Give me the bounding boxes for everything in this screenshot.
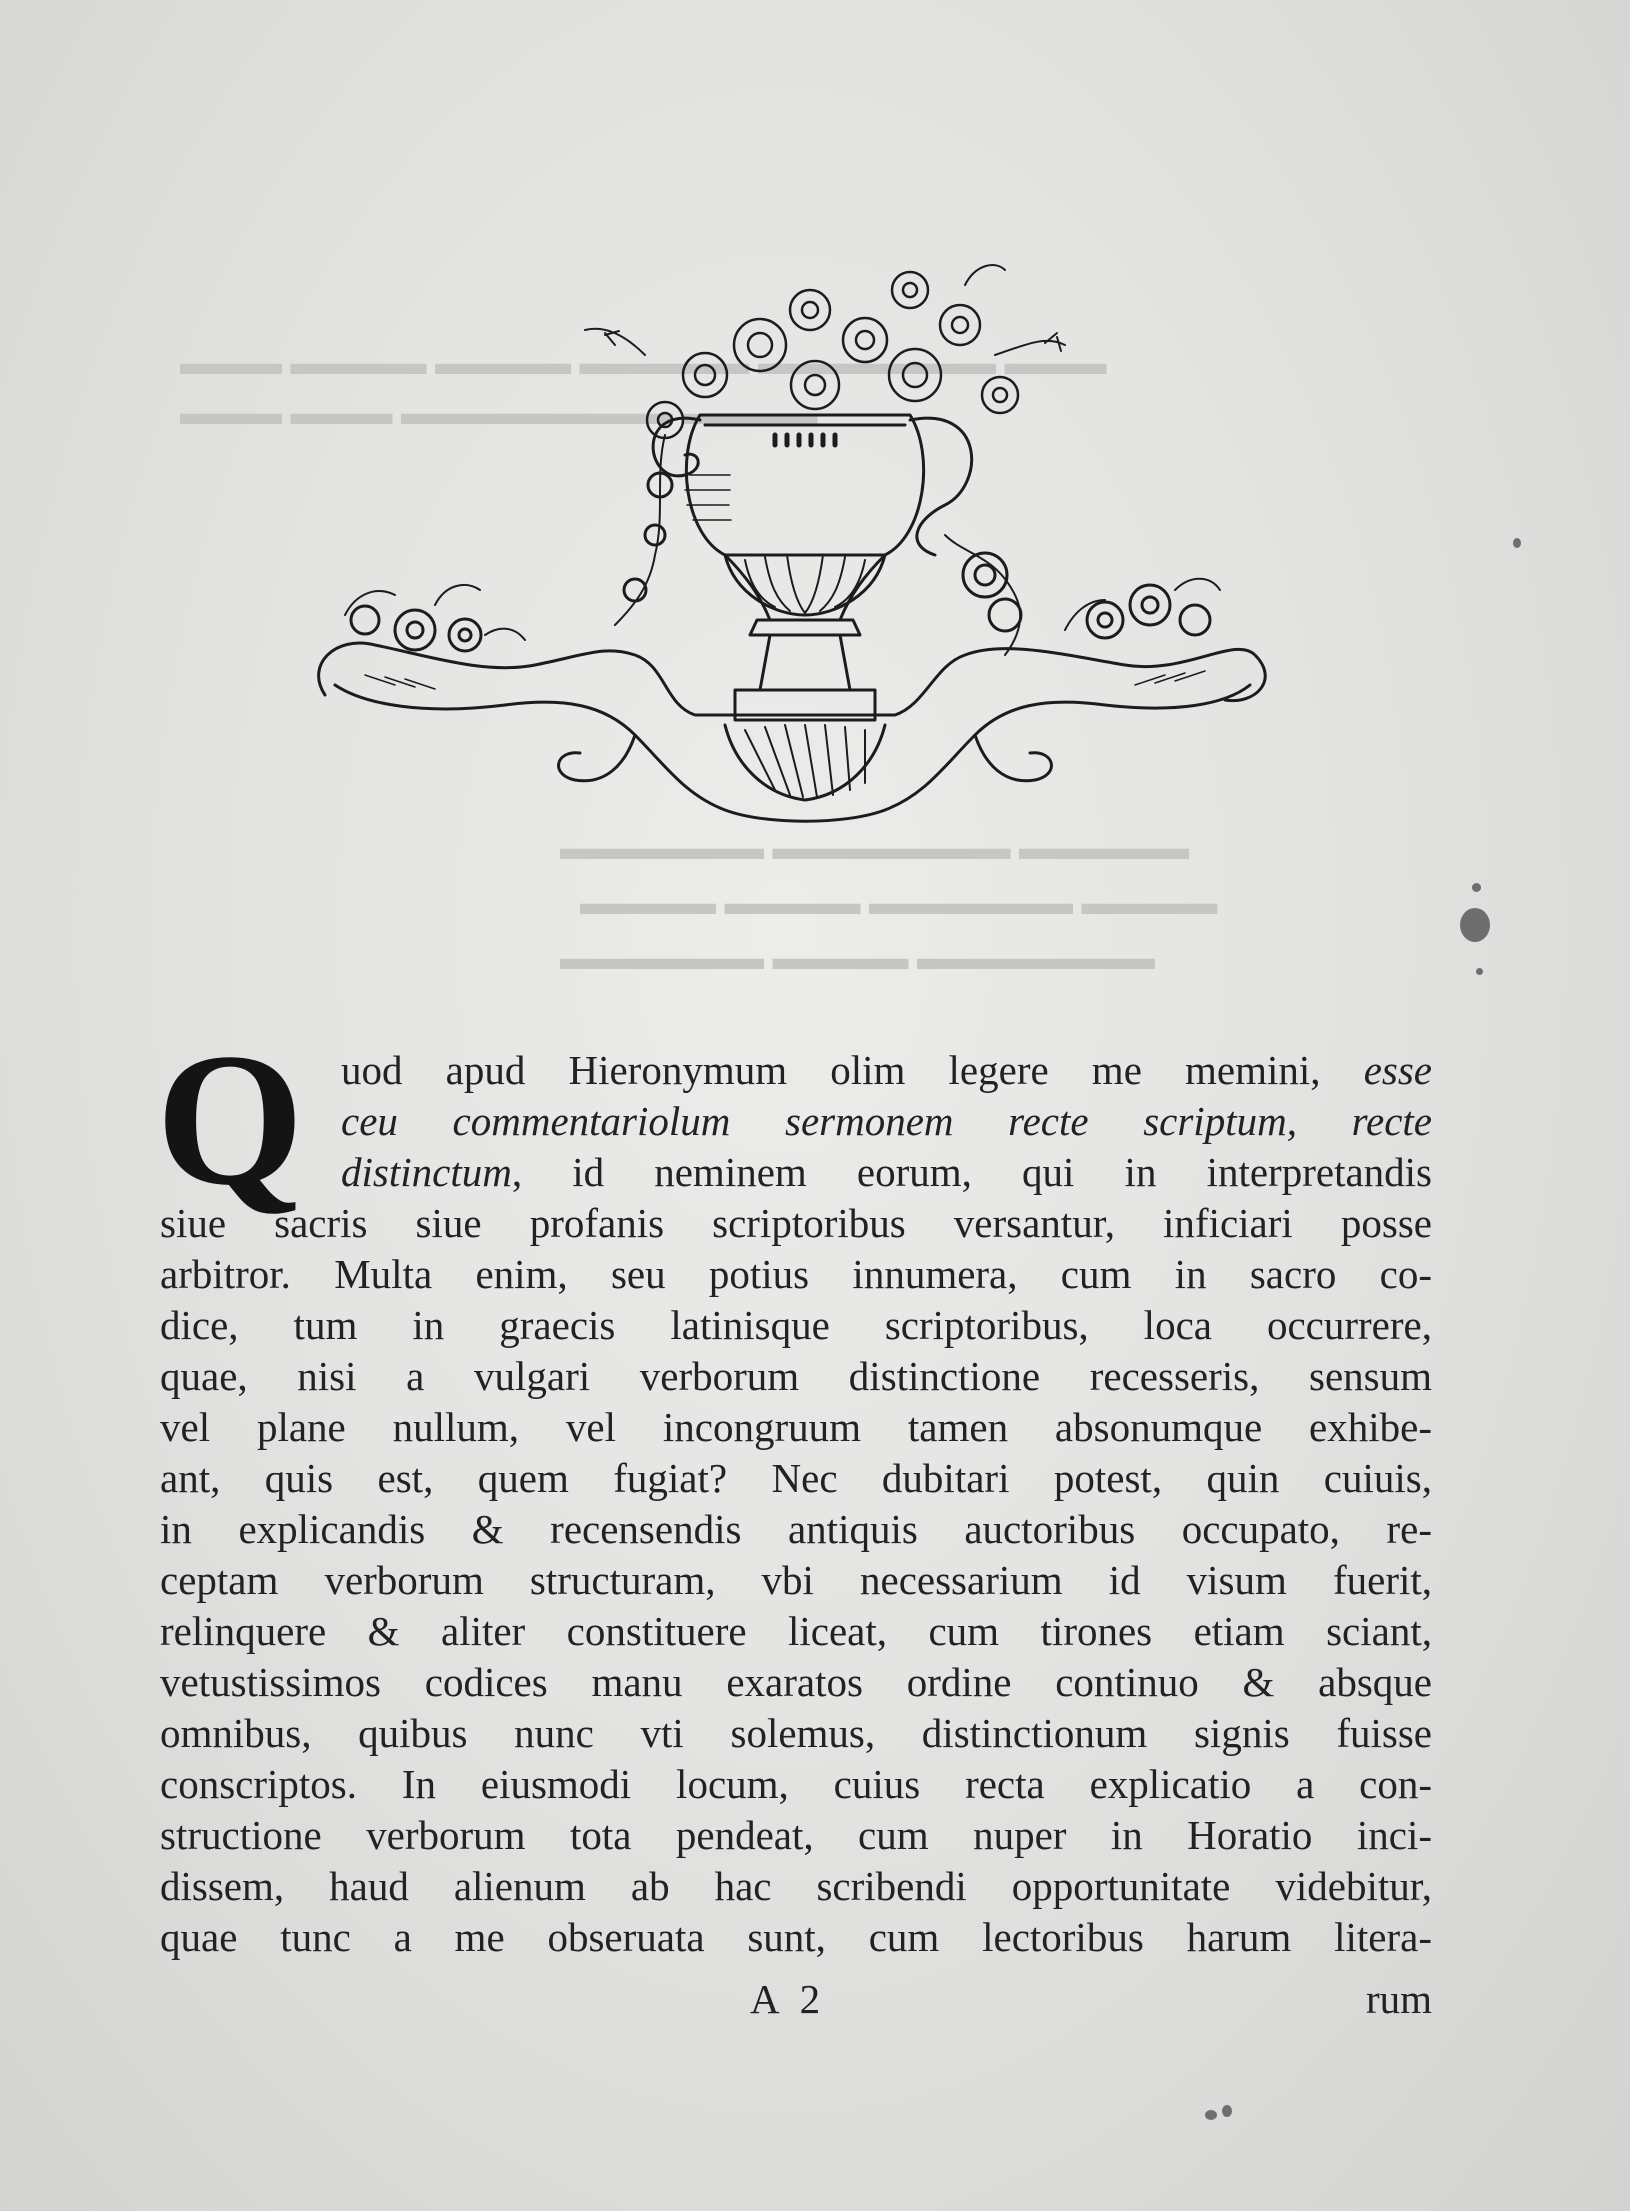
flower-urn-vignette	[305, 235, 1305, 835]
text-line: conscriptos. In eiusmodi locum, cuius recta explicatio a con-	[160, 1761, 1432, 1807]
show-through-bleed: ▬▬▬ ▬▬▬▬▬▬▬ ▬▬▬▬▬ ▬▬▬▬ ▬▬▬▬ ▬▬▬	[180, 345, 1107, 382]
show-through-bleed: ▬▬▬▬▬▬▬ ▬▬▬▬ ▬▬▬▬▬▬	[560, 940, 1155, 977]
signature-mark: A 2	[750, 1976, 827, 2022]
ink-spot	[1460, 908, 1490, 942]
text-line: relinquere & aliter constituere liceat, cum tirones etiam sciant,	[160, 1608, 1432, 1654]
catchword: rum	[1365, 1976, 1432, 2022]
text-line: omnibus, quibus nunc vti solemus, distinctionum signis fuisse	[160, 1710, 1432, 1756]
ink-spot	[1205, 2110, 1217, 2120]
text-line: ant, quis est, quem fugiat? Nec dubitari potest, quin cuiuis,	[160, 1455, 1432, 1501]
page-footer	[160, 1975, 1432, 2025]
ink-spot	[1513, 538, 1521, 548]
body-paragraph	[156, 1015, 1432, 1963]
text-line: arbitror. Multa enim, seu potius innumera, cum in sacro co-	[160, 1251, 1432, 1297]
text-line: ceu commentariolum sermonem recte scriptum, recte	[341, 1098, 1432, 1144]
text-line: uod apud Hieronymum olim legere me memini, esse	[341, 1047, 1432, 1093]
text-line: vetustissimos codices manu exaratos ordine continuo & absque	[160, 1659, 1432, 1705]
show-through-bleed: ▬▬▬▬ ▬▬▬▬▬▬▬▬ ▬▬▬ ▬▬▬	[180, 395, 818, 432]
text-line: distinctum, id neminem eorum, qui in interpretandis	[341, 1149, 1432, 1195]
ink-spot	[1472, 883, 1481, 892]
drop-cap: Q	[156, 1015, 304, 1225]
text-line: in explicandis & recensendis antiquis auctoribus occupato, re-	[160, 1506, 1432, 1552]
text-line: vel plane nullum, vel incongruum tamen absonumque exhibe-	[160, 1404, 1432, 1450]
text-line: quae tunc a me obseruata sunt, cum lectoribus harum litera-	[160, 1914, 1432, 1960]
text-line: ceptam verborum structuram, vbi necessarium id visum fuerit,	[160, 1557, 1432, 1603]
text-line: dice, tum in graecis latinisque scriptoribus, loca occurrere,	[160, 1302, 1432, 1348]
text-line: quae, nisi a vulgari verborum distinctione recesseris, sensum	[160, 1353, 1432, 1399]
text-line: structione verborum tota pendeat, cum nuper in Horatio inci-	[160, 1812, 1432, 1858]
text-line: dissem, haud alienum ab hac scribendi opportunitate videbitur,	[160, 1863, 1432, 1909]
text-line: siue sacris siue profanis scriptoribus versantur, inficiari posse	[160, 1200, 1432, 1246]
show-through-bleed: ▬▬▬▬▬ ▬▬▬▬▬▬▬ ▬▬▬▬▬▬	[560, 830, 1189, 867]
ink-spot	[1476, 968, 1483, 975]
show-through-bleed: ▬▬▬▬ ▬▬▬▬▬▬ ▬▬▬▬ ▬▬▬▬	[580, 885, 1218, 922]
ink-spot	[1222, 2105, 1232, 2117]
